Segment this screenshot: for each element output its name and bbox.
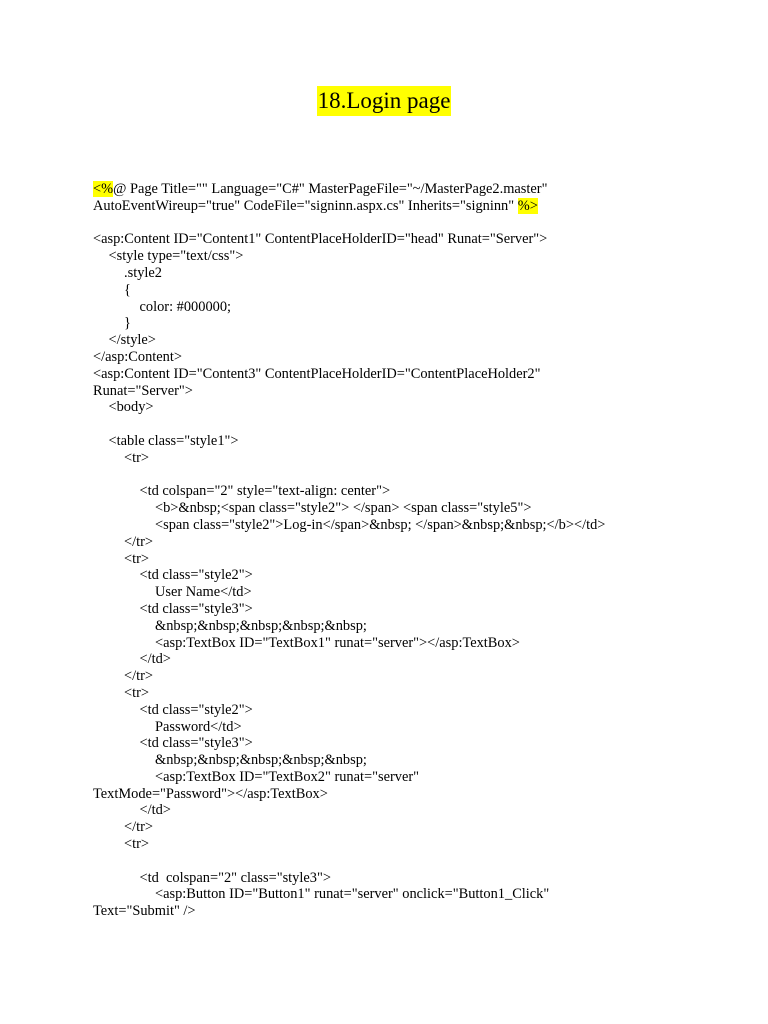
code-text: </asp:Content> xyxy=(93,348,182,365)
code-line xyxy=(93,416,733,433)
code-line xyxy=(93,366,733,383)
code-line xyxy=(93,399,733,416)
code-text: } xyxy=(124,315,131,332)
code-line xyxy=(93,719,733,736)
code-line xyxy=(93,870,733,887)
code-line xyxy=(93,215,733,232)
code-text: &nbsp;&nbsp;&nbsp;&nbsp;&nbsp; xyxy=(155,752,367,769)
code-text: <span class="style2">Log-in</span>&nbsp; </span>&nbsp;&nbsp;</b></td> xyxy=(155,516,606,533)
code-line xyxy=(93,618,733,635)
code-line xyxy=(93,500,733,517)
code-text: &nbsp;&nbsp;&nbsp;&nbsp;&nbsp; xyxy=(155,617,367,634)
code-text: </tr> xyxy=(124,533,154,550)
code-line xyxy=(93,282,733,299)
code-line xyxy=(93,315,733,332)
code-text: @ Page Title="" Language="C#" MasterPageFile="~/MasterPage2.master" xyxy=(113,181,548,197)
code-text: Text="Submit" /> xyxy=(93,903,196,920)
code-line xyxy=(93,836,733,853)
code-text: <style type="text/css"> xyxy=(108,248,244,265)
code-text: { xyxy=(124,281,131,298)
code-line xyxy=(93,886,733,903)
code-text: </tr> xyxy=(124,668,154,685)
code-line xyxy=(93,567,733,584)
code-text: <td class="style2"> xyxy=(139,567,253,584)
code-line xyxy=(93,181,733,198)
code-text: <tr> xyxy=(124,684,150,701)
code-line xyxy=(93,450,733,467)
code-line xyxy=(93,685,733,702)
code-line xyxy=(93,752,733,769)
code-text: color: #000000; xyxy=(139,298,232,315)
code-text: <tr> xyxy=(124,550,150,567)
highlighted-delimiter: %> xyxy=(517,197,538,214)
code-line xyxy=(93,819,733,836)
code-listing xyxy=(93,181,733,920)
code-text: Runat="Server"> xyxy=(93,382,193,399)
code-line xyxy=(93,702,733,719)
code-text: <asp:TextBox ID="TextBox2" runat="server" xyxy=(155,768,420,785)
page-title: 18.Login page xyxy=(317,86,452,116)
code-text: <tr> xyxy=(124,449,150,466)
code-line xyxy=(93,332,733,349)
code-line xyxy=(93,668,733,685)
code-line xyxy=(93,483,733,500)
code-text: <b>&nbsp;<span class="style2"> </span> <span class="style5"> xyxy=(155,500,532,517)
code-line xyxy=(93,635,733,652)
code-text: <asp:Content ID="Content3" ContentPlaceHolderID="ContentPlaceHolder2" xyxy=(93,365,541,382)
page-title-container xyxy=(0,86,768,116)
code-line xyxy=(93,299,733,316)
code-line xyxy=(93,786,733,803)
code-line xyxy=(93,433,733,450)
code-text: </tr> xyxy=(124,819,154,836)
code-line xyxy=(93,349,733,366)
code-line xyxy=(93,735,733,752)
code-line xyxy=(93,467,733,484)
code-line xyxy=(93,584,733,601)
code-line xyxy=(93,534,733,551)
code-line xyxy=(93,651,733,668)
code-line xyxy=(93,853,733,870)
code-line xyxy=(93,802,733,819)
code-text: </td> xyxy=(139,802,171,819)
code-line xyxy=(93,248,733,265)
code-text: <td colspan="2" class="style3"> xyxy=(139,869,331,886)
highlighted-delimiter: <% xyxy=(93,181,114,197)
code-line xyxy=(93,198,733,215)
code-text: User Name</td> xyxy=(155,584,252,601)
code-line xyxy=(93,769,733,786)
code-text: AutoEventWireup="true" CodeFile="signinn.aspx.cs" Inherits="signinn" xyxy=(93,197,518,214)
code-line xyxy=(93,265,733,282)
code-text: <td colspan="2" style="text-align: center"> xyxy=(139,483,391,500)
code-text: .style2 xyxy=(124,264,162,281)
code-text: <table class="style1"> xyxy=(108,432,239,449)
code-line xyxy=(93,551,733,568)
code-line xyxy=(93,903,733,920)
code-text: <asp:Content ID="Content1" ContentPlaceHolderID="head" Runat="Server"> xyxy=(93,231,548,248)
code-text: <td class="style3"> xyxy=(139,600,253,617)
code-line xyxy=(93,517,733,534)
code-text: <asp:Button ID="Button1" runat="server" onclick="Button1_Click" xyxy=(155,886,550,903)
code-text: <body> xyxy=(108,399,154,416)
code-text: TextMode="Password"></asp:TextBox> xyxy=(93,785,328,802)
code-line xyxy=(93,383,733,400)
code-text: </td> xyxy=(139,651,171,668)
code-text: <td class="style2"> xyxy=(139,701,253,718)
code-text: <asp:TextBox ID="TextBox1" runat="server"></asp:TextBox> xyxy=(155,634,520,651)
code-text: <tr> xyxy=(124,836,150,853)
code-line xyxy=(93,601,733,618)
code-line xyxy=(93,231,733,248)
code-text: <td class="style3"> xyxy=(139,735,253,752)
code-text: Password</td> xyxy=(155,718,242,735)
code-text: </style> xyxy=(108,332,156,349)
